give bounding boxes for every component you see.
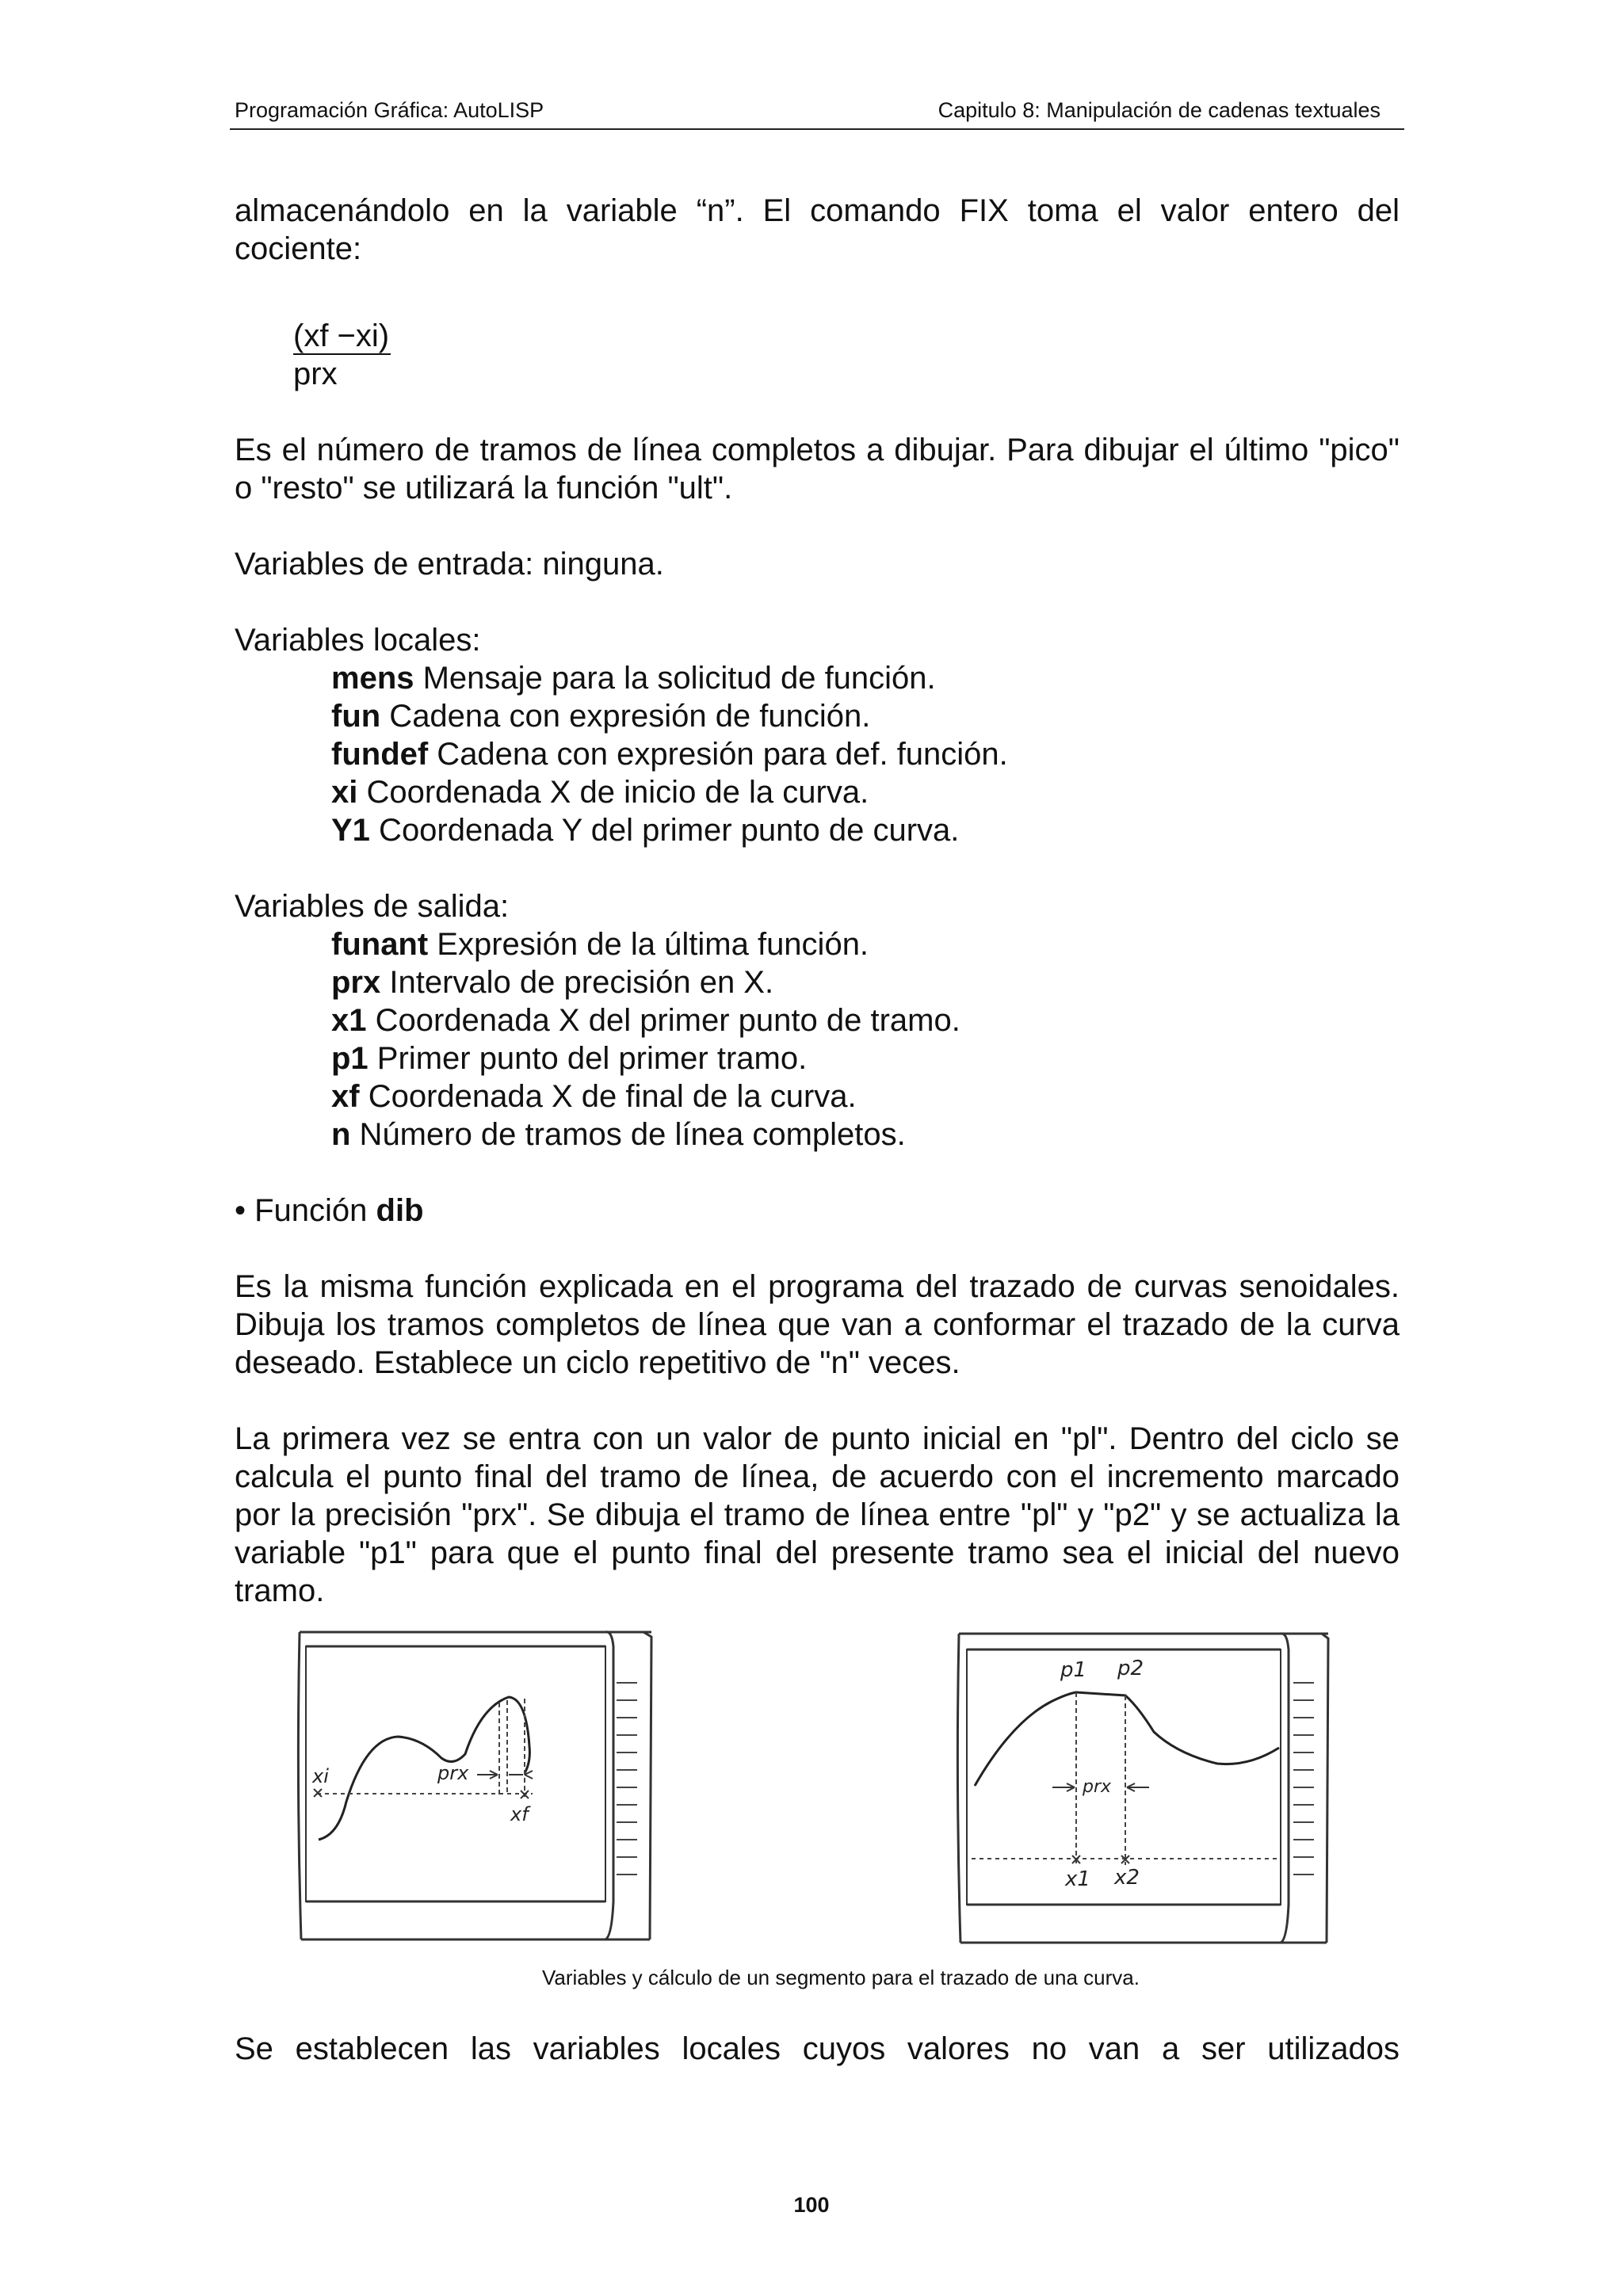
list-item bbox=[331, 1077, 1400, 1116]
label-x2: x2 bbox=[1114, 1866, 1140, 1890]
salida-list bbox=[331, 925, 1400, 1154]
header-chapter-title: Capitulo 8: Manipulación de cadenas textuales bbox=[938, 98, 1381, 122]
var-desc: Cadena con expresión para def. función. bbox=[428, 737, 1008, 772]
var-name: funant bbox=[331, 927, 429, 962]
var-desc: Coordenada X de inicio de la curva. bbox=[357, 775, 869, 810]
list-item bbox=[331, 811, 1400, 849]
label-prx: prx bbox=[437, 1762, 469, 1784]
var-desc: Expresión de la última función. bbox=[428, 927, 869, 962]
locales-list bbox=[331, 659, 1400, 849]
page-header bbox=[230, 93, 1404, 130]
list-item bbox=[331, 659, 1400, 697]
paragraph-entrada: Variables de entrada: ninguna. bbox=[235, 547, 664, 582]
var-desc: Coordenada X de final de la curva. bbox=[359, 1079, 857, 1114]
var-name: xi bbox=[331, 775, 358, 810]
figure-curve-variables bbox=[295, 1627, 663, 1944]
var-name: prx bbox=[331, 965, 381, 1000]
var-desc: Intervalo de precisión en X. bbox=[380, 965, 774, 1000]
list-item bbox=[331, 1039, 1400, 1077]
label-xf: xf bbox=[510, 1803, 529, 1825]
var-desc: Coordenada X del primer punto de tramo. bbox=[366, 1003, 960, 1038]
locales-title: Variables locales: bbox=[235, 623, 481, 658]
paragraph-dib: Es la misma función explicada en el programa del trazado de curvas senoidales. Dibuja los tramos completos de línea que van a conformar el trazado de la curva deseado. Establece un ciclo repetitivo de "n" veces. bbox=[235, 1269, 1400, 1380]
section-heading-dib: • Función dib bbox=[235, 1193, 424, 1228]
list-item bbox=[331, 1001, 1400, 1039]
header-book-title: Programación Gráfica: AutoLISP bbox=[235, 98, 544, 122]
label-p2: p2 bbox=[1117, 1657, 1144, 1680]
var-name: xf bbox=[331, 1079, 360, 1114]
var-name: p1 bbox=[331, 1041, 369, 1076]
var-name: x1 bbox=[331, 1003, 367, 1038]
figure-segment-calculation bbox=[956, 1627, 1336, 1944]
label-x1: x1 bbox=[1065, 1867, 1090, 1891]
paragraph-tramos: Es el número de tramos de línea completos a dibujar. Para dibujar el último "pico" o "resto" se utilizará la función "ult". bbox=[235, 433, 1400, 505]
var-name: fundef bbox=[331, 737, 429, 772]
salida-title: Variables de salida: bbox=[235, 889, 510, 924]
page-content bbox=[235, 192, 1400, 2068]
var-desc: Coordenada Y del primer punto de curva. bbox=[369, 813, 960, 848]
list-item bbox=[331, 925, 1400, 963]
list-item bbox=[331, 697, 1400, 735]
figure-caption: Variables y cálculo de un segmento para el trazado de una curva. bbox=[542, 1966, 1140, 1989]
label-xi: xi bbox=[312, 1765, 329, 1787]
list-item bbox=[331, 773, 1400, 811]
list-item bbox=[331, 735, 1400, 773]
figures-row bbox=[235, 1627, 1400, 1952]
var-desc: Mensaje para la solicitud de función. bbox=[414, 661, 936, 696]
list-item bbox=[331, 1116, 1400, 1154]
paragraph-intro: almacenándolo en la variable “n”. El comando FIX toma el valor entero del cociente: bbox=[235, 193, 1400, 266]
var-desc: Número de tramos de línea completos. bbox=[350, 1117, 906, 1152]
paragraph-last: Se establecen las variables locales cuyos valores no van a ser utilizados bbox=[235, 2031, 1400, 2066]
formula-denominator: prx bbox=[293, 357, 338, 391]
formula-numerator: (xf −xi) bbox=[293, 318, 390, 353]
label-p1: p1 bbox=[1060, 1658, 1087, 1682]
formula bbox=[293, 317, 1400, 393]
var-desc: Primer punto del primer tramo. bbox=[368, 1041, 808, 1076]
var-name: mens bbox=[331, 661, 414, 696]
page-number: 100 bbox=[793, 2193, 830, 2217]
paragraph-primera: La primera vez se entra con un valor de punto inicial en "pl". Dentro del ciclo se calcula el punto final del tramo de línea, de acuerdo con el incremento marcado por la precisión "prx". Se dibuja el tramo de línea entre "pl" y "p2" y se actualiza la variable "p1" para que el punto final del presente tramo sea el inicial del nuevo tramo. bbox=[235, 1421, 1400, 1608]
var-name: Y1 bbox=[331, 813, 370, 848]
var-name: fun bbox=[331, 699, 381, 734]
list-item bbox=[331, 963, 1400, 1001]
var-name: n bbox=[331, 1117, 351, 1152]
var-desc: Cadena con expresión de función. bbox=[380, 699, 871, 734]
label-prx: prx bbox=[1083, 1777, 1112, 1797]
